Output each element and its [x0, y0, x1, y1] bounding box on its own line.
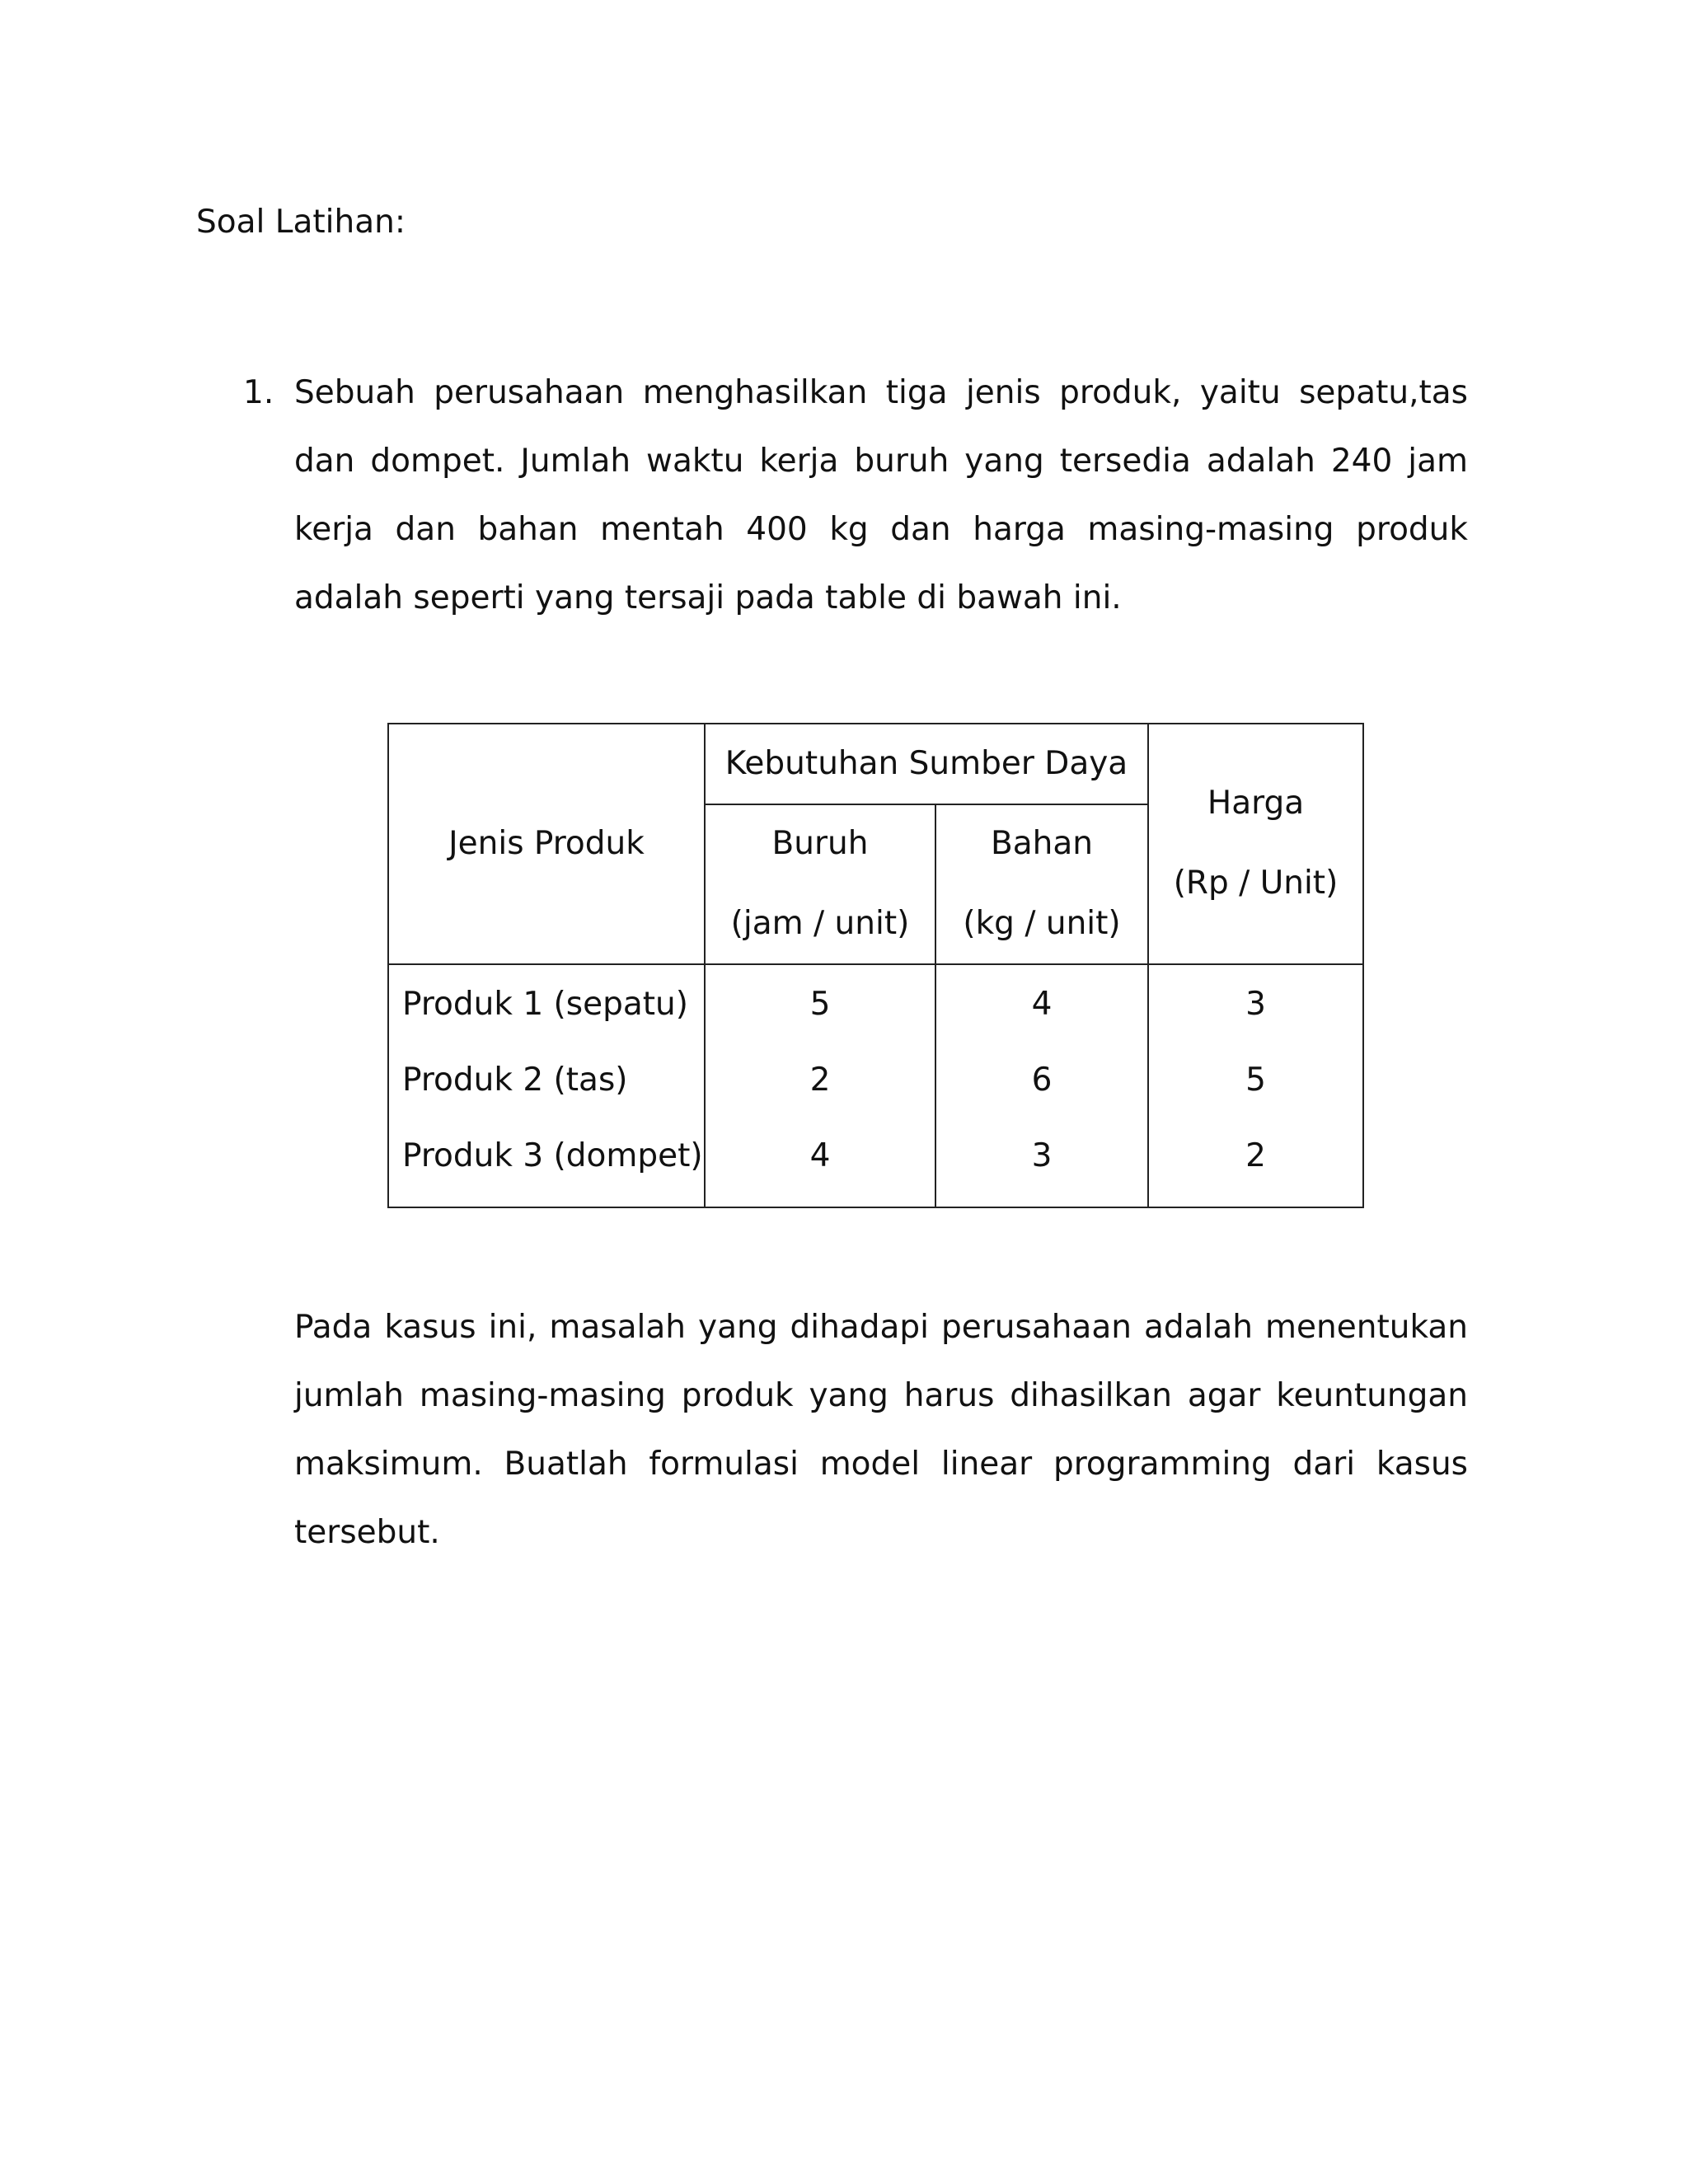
- header-resource-group-label: Kebutuhan Sumber Daya: [724, 744, 1128, 782]
- price-value: 3: [1245, 986, 1266, 1023]
- product-column: [388, 964, 705, 1207]
- product-name: Produk 2 (tas): [402, 1061, 628, 1099]
- header-labor-unit: (jam / unit): [730, 905, 910, 942]
- labor-value: 4: [809, 1137, 831, 1174]
- header-labor: [705, 804, 935, 964]
- header-material-unit: (kg / unit): [963, 905, 1121, 942]
- header-price-unit: (Rp / Unit): [1173, 865, 1339, 902]
- material-value: 4: [1031, 986, 1053, 1023]
- material-column: [935, 964, 1148, 1207]
- labor-column: [705, 964, 935, 1207]
- item-number: 1.: [243, 374, 274, 411]
- product-name: Produk 1 (sepatu): [402, 986, 688, 1023]
- price-column: [1148, 964, 1363, 1207]
- header-labor-label: Buruh: [771, 825, 869, 863]
- header-resource-group: [705, 724, 1148, 804]
- table-data-row: [388, 964, 1363, 1207]
- header-product: [388, 724, 705, 964]
- price-value: 2: [1245, 1137, 1266, 1174]
- resource-table-container: [387, 723, 1362, 1205]
- labor-value: 2: [809, 1061, 831, 1099]
- material-value: 6: [1031, 1061, 1053, 1099]
- header-product-label: Jenis Produk: [448, 824, 645, 862]
- header-price: [1148, 724, 1363, 964]
- item-text: Sebuah perusahaan menghasilkan tiga jenis produk, yaitu sepatu,tas dan dompet. Jumlah waktu kerja buruh yang tersedia adalah 240 jam kerja dan bahan mentah 400 kg dan harga masing-masing produk adalah seperti yang tersaji pada table di bawah ini.: [294, 374, 1468, 616]
- problem-paragraph: Pada kasus ini, masalah yang dihadapi perusahaan adalah menentukan jumlah masing-masing produk yang harus dihasilkan agar keuntungan maksimum. Buatlah formulasi model linear programming dari kasus tersebut.: [294, 1309, 1468, 1551]
- section-heading: Soal Latihan:: [196, 204, 406, 241]
- header-material: [935, 804, 1148, 964]
- header-material-label: Bahan: [991, 825, 1093, 863]
- price-value: 5: [1245, 1061, 1266, 1099]
- resource-table: [387, 723, 1364, 1208]
- product-name: Produk 3 (dompet): [402, 1137, 703, 1174]
- material-value: 3: [1031, 1137, 1053, 1174]
- labor-value: 5: [809, 986, 831, 1023]
- header-price-label: Harga: [1207, 785, 1305, 823]
